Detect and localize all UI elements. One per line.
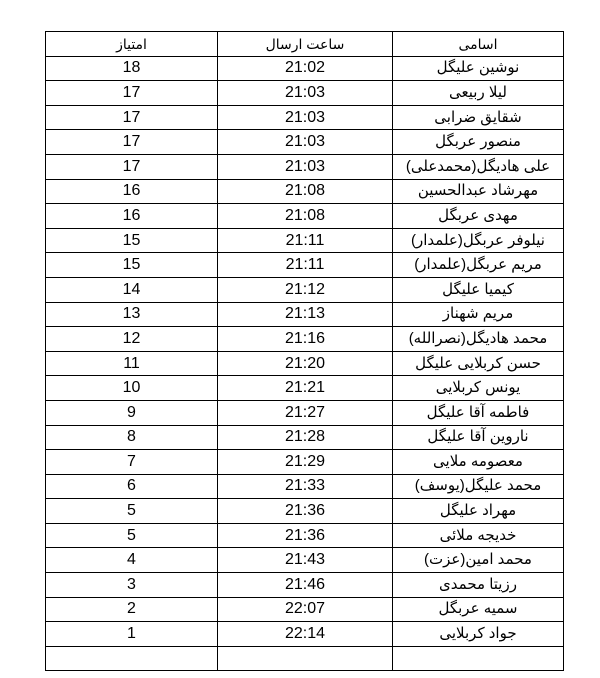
name-cell: یونس کربلایی xyxy=(393,376,564,401)
time-cell: 21:13 xyxy=(218,302,393,327)
score-cell: 8 xyxy=(46,425,218,450)
table-row xyxy=(46,376,564,401)
name-cell: مهراد علیگل xyxy=(393,499,564,524)
score-cell: 9 xyxy=(46,400,218,425)
time-cell: 21:29 xyxy=(218,450,393,475)
score-cell: 6 xyxy=(46,474,218,499)
table-row xyxy=(46,425,564,450)
time-cell: 21:08 xyxy=(218,179,393,204)
time-cell: 21:11 xyxy=(218,253,393,278)
score-cell: 17 xyxy=(46,81,218,106)
score-cell: 17 xyxy=(46,154,218,179)
table-row xyxy=(46,474,564,499)
name-cell: شقایق ضرابی xyxy=(393,105,564,130)
score-cell: 16 xyxy=(46,179,218,204)
score-cell: 15 xyxy=(46,228,218,253)
name-cell: ناروین آقا علیگل xyxy=(393,425,564,450)
name-cell: جواد کربلایی xyxy=(393,622,564,647)
time-cell: 21:28 xyxy=(218,425,393,450)
time-cell: 21:16 xyxy=(218,327,393,352)
table-row xyxy=(46,573,564,598)
time-cell: 21:20 xyxy=(218,351,393,376)
score-cell: 11 xyxy=(46,351,218,376)
time-cell: 21:46 xyxy=(218,573,393,598)
time-cell: 21:36 xyxy=(218,499,393,524)
table-row xyxy=(46,253,564,278)
time-cell xyxy=(218,646,393,671)
time-cell: 21:02 xyxy=(218,56,393,81)
table-row xyxy=(46,179,564,204)
score-cell: 5 xyxy=(46,523,218,548)
score-cell: 18 xyxy=(46,56,218,81)
time-cell: 21:03 xyxy=(218,81,393,106)
table-row xyxy=(46,646,564,671)
table-row xyxy=(46,622,564,647)
time-cell: 22:07 xyxy=(218,597,393,622)
name-cell: نیلوفر عربگل(علمدار) xyxy=(393,228,564,253)
time-cell: 21:43 xyxy=(218,548,393,573)
name-cell: منصور عربگل xyxy=(393,130,564,155)
name-cell: مهدی عربگل xyxy=(393,204,564,229)
time-cell: 22:14 xyxy=(218,622,393,647)
header-name: اسامی xyxy=(393,32,564,57)
time-cell: 21:11 xyxy=(218,228,393,253)
score-cell: 4 xyxy=(46,548,218,573)
score-cell: 10 xyxy=(46,376,218,401)
table-row xyxy=(46,351,564,376)
table-row xyxy=(46,204,564,229)
score-cell: 2 xyxy=(46,597,218,622)
table-row xyxy=(46,130,564,155)
time-cell: 21:27 xyxy=(218,400,393,425)
table-row xyxy=(46,450,564,475)
table-row xyxy=(46,154,564,179)
score-cell: 7 xyxy=(46,450,218,475)
time-cell: 21:36 xyxy=(218,523,393,548)
name-cell: محمد علیگل(یوسف) xyxy=(393,474,564,499)
time-cell: 21:12 xyxy=(218,277,393,302)
table-row xyxy=(46,277,564,302)
name-cell: معصومه ملایی xyxy=(393,450,564,475)
score-cell: 13 xyxy=(46,302,218,327)
time-cell: 21:03 xyxy=(218,105,393,130)
time-cell: 21:21 xyxy=(218,376,393,401)
table-row xyxy=(46,523,564,548)
name-cell: حسن کربلایی علیگل xyxy=(393,351,564,376)
table-row xyxy=(46,327,564,352)
table-body xyxy=(46,56,564,671)
table-row xyxy=(46,228,564,253)
name-cell: خدیجه ملائی xyxy=(393,523,564,548)
name-cell: مریم عربگل(علمدار) xyxy=(393,253,564,278)
name-cell: نوشین علیگل xyxy=(393,56,564,81)
score-cell: 1 xyxy=(46,622,218,647)
score-cell xyxy=(46,646,218,671)
time-cell: 21:03 xyxy=(218,130,393,155)
header-row xyxy=(46,32,564,57)
table-row xyxy=(46,105,564,130)
header-time: ساعت ارسال xyxy=(218,32,393,57)
score-cell: 12 xyxy=(46,327,218,352)
score-cell: 15 xyxy=(46,253,218,278)
name-cell xyxy=(393,646,564,671)
table-row xyxy=(46,597,564,622)
name-cell: مریم شهناز xyxy=(393,302,564,327)
table-row xyxy=(46,548,564,573)
time-cell: 21:03 xyxy=(218,154,393,179)
table-row xyxy=(46,81,564,106)
name-cell: محمد هادیگل(نصرالله) xyxy=(393,327,564,352)
score-cell: 16 xyxy=(46,204,218,229)
score-cell: 14 xyxy=(46,277,218,302)
name-cell: رزیتا محمدی xyxy=(393,573,564,598)
table-row xyxy=(46,400,564,425)
name-cell: علی هادیگل(محمدعلی) xyxy=(393,154,564,179)
name-cell: محمد امین(عزت) xyxy=(393,548,564,573)
name-cell: سمیه عربگل xyxy=(393,597,564,622)
score-cell: 3 xyxy=(46,573,218,598)
scores-table xyxy=(45,31,564,671)
name-cell: فاطمه آقا علیگل xyxy=(393,400,564,425)
name-cell: لیلا ربیعی xyxy=(393,81,564,106)
name-cell: مهرشاد عبدالحسین xyxy=(393,179,564,204)
table-row xyxy=(46,56,564,81)
time-cell: 21:33 xyxy=(218,474,393,499)
time-cell: 21:08 xyxy=(218,204,393,229)
table-row xyxy=(46,302,564,327)
table-row xyxy=(46,499,564,524)
score-cell: 17 xyxy=(46,130,218,155)
header-score: امتیاز xyxy=(46,32,218,57)
name-cell: کیمیا علیگل xyxy=(393,277,564,302)
score-cell: 17 xyxy=(46,105,218,130)
score-cell: 5 xyxy=(46,499,218,524)
